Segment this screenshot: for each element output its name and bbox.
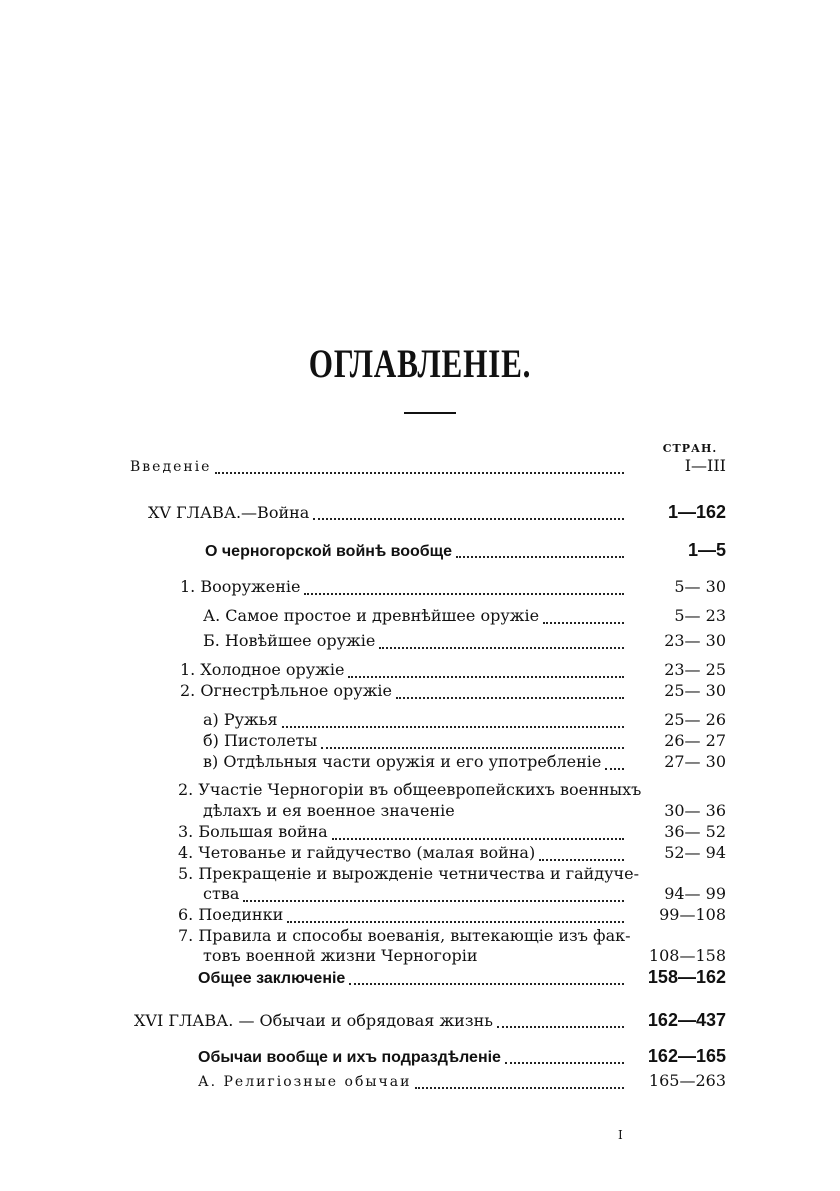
leader-dots [415, 1086, 624, 1089]
toc-entry-line1: 7. Правила и способы воеванія, вытекающіе изъ фак- [178, 926, 631, 945]
toc-label: XVI ГЛАВА. — Обычаи и обрядовая жизнь [134, 1011, 493, 1030]
leader-dots [505, 1061, 624, 1064]
toc-pages: 25— 30 [664, 681, 726, 700]
toc-label: ства [203, 884, 240, 903]
toc-pages: 165—263 [648, 1071, 726, 1090]
toc-entry [180, 681, 726, 703]
toc-entry [203, 631, 726, 653]
toc-entry [203, 606, 726, 628]
toc-pages: 94— 99 [664, 884, 726, 903]
toc-label: дѣлахъ и ея военное значеніе [203, 801, 455, 820]
toc-label: XV ГЛАВА.—Война [148, 503, 310, 522]
toc-pages: 25— 26 [664, 710, 726, 729]
toc-entry [178, 843, 726, 865]
leader-dots [482, 961, 624, 964]
leader-dots [287, 920, 624, 923]
toc-entry [203, 946, 726, 968]
leader-dots [332, 837, 624, 840]
toc-entry [178, 905, 726, 927]
leader-dots [379, 646, 624, 649]
toc-label: А. Религіозные обычаи [198, 1074, 412, 1090]
toc-entry [203, 710, 726, 732]
leader-dots [215, 471, 624, 474]
toc-entry [180, 660, 726, 682]
toc-label: 1. Холодное оружіе [180, 660, 345, 679]
toc-pages: I—III [684, 456, 726, 475]
leader-dots [304, 592, 624, 595]
toc-pages: 26— 27 [664, 731, 726, 750]
toc-pages: 5— 23 [674, 606, 726, 625]
toc-label: Б. Новѣйшее оружіе [203, 631, 376, 650]
toc-entry [198, 1071, 726, 1093]
toc-entry [205, 540, 726, 562]
toc-pages: 27— 30 [664, 752, 726, 771]
leader-dots [313, 517, 624, 520]
toc-entry [203, 752, 726, 774]
leader-dots [497, 1025, 624, 1028]
toc-label: в) Отдѣльныя части оружія и его употребленіе [203, 752, 602, 771]
toc-label: 6. Поединки [178, 905, 284, 924]
toc-label: 3. Большая война [178, 822, 328, 841]
toc-entry-chapter-15 [148, 502, 726, 524]
toc-pages: 1—5 [687, 540, 726, 560]
leader-dots [348, 675, 624, 678]
page-column-header: СТРАН. [662, 442, 718, 455]
toc-entry [203, 884, 726, 906]
toc-entry-line1: 5. Прекращеніе и вырожденіе четничества и гайдуче- [178, 864, 639, 883]
toc-label: товъ военной жизни Черногоріи [203, 946, 478, 965]
leader-dots [459, 816, 624, 819]
page-title: ОГЛАВЛЕНІЕ. [308, 341, 532, 386]
leader-dots [349, 982, 624, 985]
toc-pages: 5— 30 [674, 577, 726, 596]
toc-pages: 1—162 [667, 502, 726, 522]
toc-entry-introduction [130, 456, 726, 478]
toc-entry [203, 731, 726, 753]
leader-dots [243, 899, 624, 902]
toc-pages: 23— 25 [664, 660, 726, 679]
leader-dots [282, 725, 624, 728]
page-folio: I [618, 1128, 623, 1142]
toc-pages: 99—108 [659, 905, 726, 924]
leader-dots [456, 555, 624, 558]
toc-pages: 162—165 [647, 1046, 726, 1066]
leader-dots [396, 696, 624, 699]
toc-label: Обычаи вообще и ихъ подраздѣленіе [198, 1049, 501, 1066]
toc-entry [198, 967, 726, 989]
toc-label: 4. Четованье и гайдучество (малая война) [178, 843, 536, 862]
toc-pages: 23— 30 [664, 631, 726, 650]
toc-label: а) Ружья [203, 710, 278, 729]
toc-entry [203, 801, 726, 823]
toc-label: Общее заключеніе [198, 970, 346, 987]
toc-label: Введеніе [130, 459, 212, 475]
toc-entry-chapter-16 [134, 1010, 726, 1032]
toc-pages: 52— 94 [664, 843, 726, 862]
toc-pages: 108—158 [648, 946, 726, 965]
toc-pages: 162—437 [647, 1010, 726, 1030]
toc-label: А. Самое простое и древнѣйшее оружіе [203, 606, 540, 625]
toc-pages: 158—162 [647, 967, 726, 987]
toc-label: 2. Огнестрѣльное оружіе [180, 681, 393, 700]
toc-entry-line1: 2. Участіе Черногоріи въ общеевропейскихъ военныхъ [178, 780, 642, 799]
toc-entry [178, 822, 726, 844]
leader-dots [543, 621, 624, 624]
toc-pages: 36— 52 [664, 822, 726, 841]
toc-label: б) Пистолеты [203, 731, 318, 750]
title-rule [404, 412, 456, 414]
leader-dots [321, 746, 624, 749]
toc-entry [198, 1046, 726, 1068]
leader-dots [539, 858, 624, 861]
toc-label: О черногорской войнѣ вообще [205, 543, 453, 560]
toc-label: 1. Вооруженіе [180, 577, 301, 596]
toc-entry [180, 577, 726, 599]
toc-pages: 30— 36 [664, 801, 726, 820]
leader-dots [605, 767, 624, 770]
